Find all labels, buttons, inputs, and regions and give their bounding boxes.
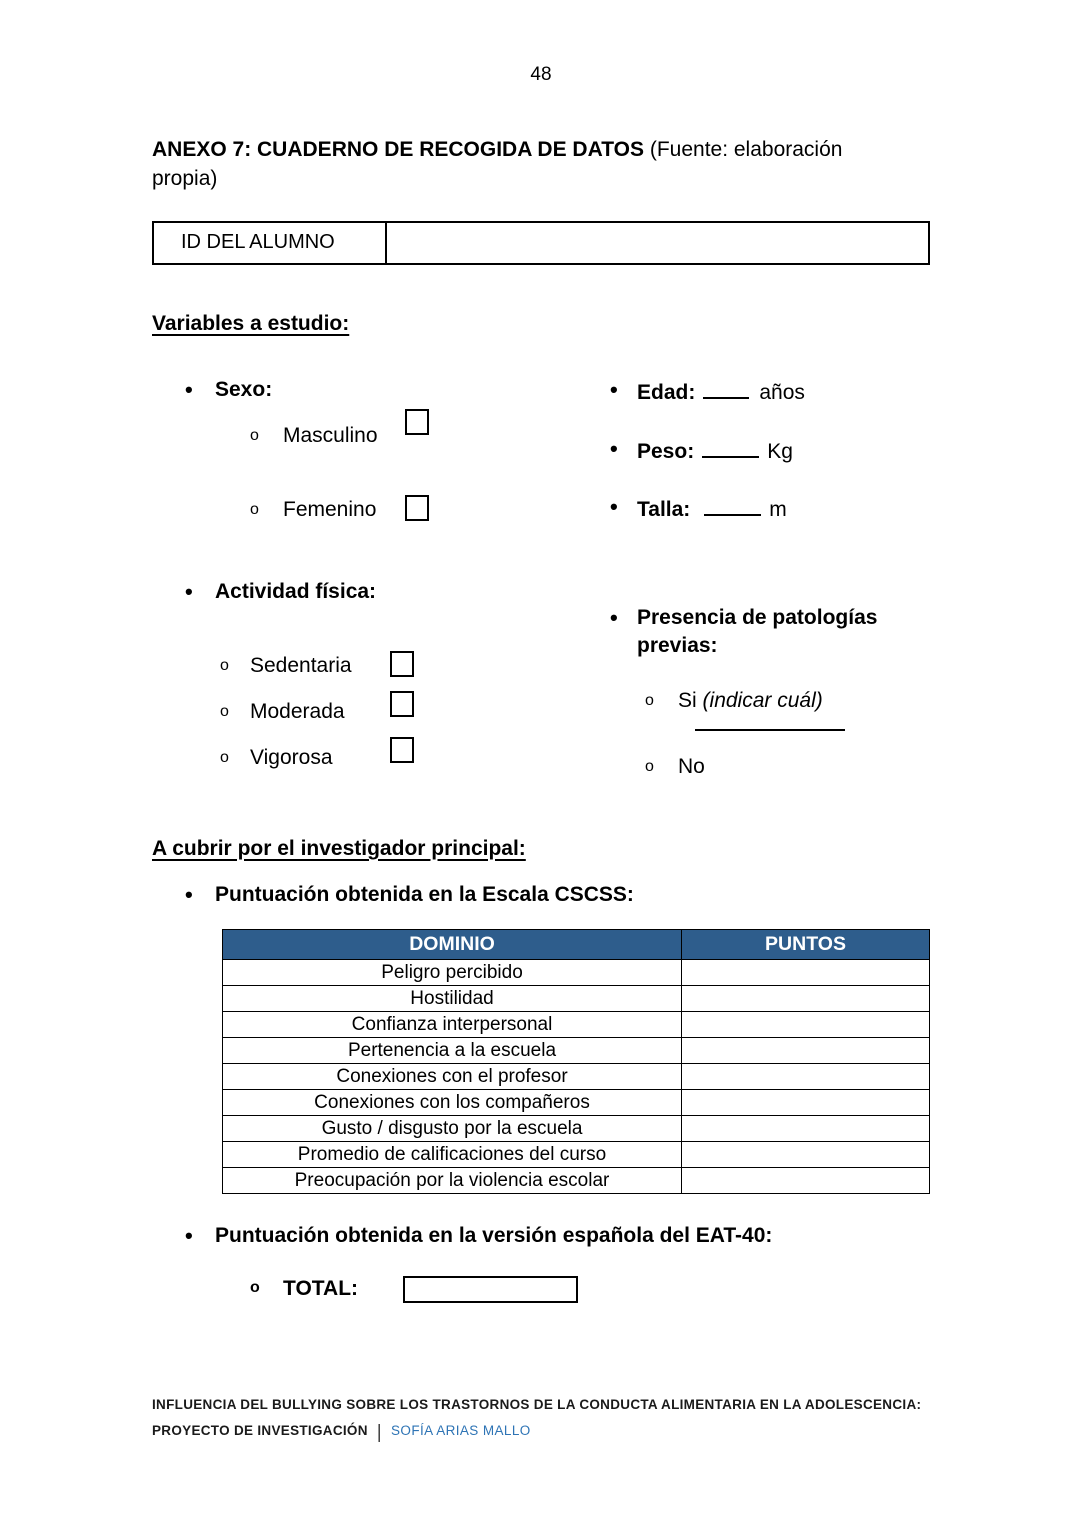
- footer-separator: |: [376, 1422, 383, 1443]
- domain-cell: Conexiones con el profesor: [223, 1063, 682, 1089]
- sedentaria-checkbox[interactable]: [390, 651, 414, 677]
- domain-cell: Hostilidad: [223, 985, 682, 1011]
- investigator-heading: A cubrir por el investigador principal:: [152, 836, 526, 860]
- moderada-label: Moderada: [250, 700, 345, 724]
- student-id-table: [152, 221, 930, 265]
- puntos-input-cell[interactable]: [682, 1037, 930, 1063]
- masculino-label: Masculino: [283, 424, 378, 448]
- domain-cell: Gusto / disgusto por la escuela: [223, 1115, 682, 1141]
- moderada-checkbox[interactable]: [390, 691, 414, 717]
- annex-title-bold: ANEXO 7: CUADERNO DE RECOGIDA DE DATOS: [152, 138, 644, 161]
- domain-cell: Confianza interpersonal: [223, 1011, 682, 1037]
- puntos-input-cell[interactable]: [682, 1089, 930, 1115]
- puntos-input-cell[interactable]: [682, 1011, 930, 1037]
- cscss-table-header-row: [223, 929, 930, 959]
- page-content: [152, 0, 930, 1303]
- vigorosa-label: Vigorosa: [250, 746, 333, 770]
- puntos-input-cell[interactable]: [682, 1063, 930, 1089]
- patologias-option-si: [610, 689, 930, 713]
- student-id-input-cell[interactable]: [387, 223, 928, 263]
- talla-suffix: m: [769, 497, 787, 521]
- puntos-input-cell[interactable]: [682, 1167, 930, 1193]
- sexo-option-masculino: [152, 424, 610, 450]
- femenino-checkbox[interactable]: [405, 495, 429, 521]
- edad-suffix: años: [759, 380, 805, 404]
- domain-cell: Pertenencia a la escuela: [223, 1037, 682, 1063]
- footer-project-line: [152, 1422, 952, 1444]
- peso-label: Peso:: [637, 439, 695, 463]
- page-number: 48: [530, 64, 552, 85]
- patologias-label: Presencia de patologías previas:: [637, 605, 878, 658]
- total-input-box[interactable]: [403, 1276, 578, 1303]
- talla-blank-field[interactable]: [704, 495, 761, 516]
- puntos-column-header: PUNTOS: [682, 929, 930, 959]
- variables-left-column: [152, 378, 610, 772]
- talla-row: [610, 495, 930, 522]
- peso-blank-field[interactable]: [702, 437, 759, 458]
- actividad-label: • Actividad física:: [152, 580, 610, 604]
- edad-row: [610, 378, 930, 405]
- puntos-input-cell[interactable]: [682, 985, 930, 1011]
- si-note: (indicar cuál): [702, 688, 823, 712]
- document-footer: [152, 1397, 952, 1444]
- footer-title-line: INFLUENCIA DEL BULLYING SOBRE LOS TRASTORNOS DE LA CONDUCTA ALIMENTARIA EN LA ADOLESCENCIA:: [152, 1397, 922, 1412]
- cscss-table: [222, 929, 930, 1194]
- total-label: TOTAL:: [283, 1276, 359, 1300]
- domain-cell: Preocupación por la violencia escolar: [223, 1167, 682, 1193]
- annex-title-line2: propia): [152, 166, 218, 190]
- actividad-option-moderada: [152, 700, 610, 726]
- femenino-label: Femenino: [283, 498, 377, 522]
- table-row: [223, 985, 930, 1011]
- si-detail-blank-field[interactable]: [695, 729, 845, 731]
- sexo-option-femenino: [152, 498, 610, 524]
- annex-title: [152, 136, 930, 194]
- variables-heading: Variables a estudio:: [152, 311, 350, 335]
- si-label: Si: [678, 688, 697, 712]
- edad-label: Edad:: [637, 380, 696, 404]
- peso-suffix: Kg: [767, 439, 793, 463]
- annex-title-source: (Fuente: elaboración: [644, 138, 843, 161]
- sedentaria-label: Sedentaria: [250, 654, 352, 678]
- table-row: [223, 1115, 930, 1141]
- domain-cell: Conexiones con los compañeros: [223, 1089, 682, 1115]
- footer-author: SOFÍA ARIAS MALLO: [391, 1423, 531, 1438]
- actividad-option-vigorosa: [152, 746, 610, 772]
- domain-cell: Peligro percibido: [223, 959, 682, 985]
- eat40-score-label: • Puntuación obtenida en la versión española del EAT-40:: [152, 1224, 930, 1248]
- puntos-input-cell[interactable]: [682, 1115, 930, 1141]
- cscss-score-label: • Puntuación obtenida en la Escala CSCSS:: [152, 883, 930, 907]
- variables-right-column: [610, 378, 930, 779]
- domain-cell: Promedio de calificaciones del curso: [223, 1141, 682, 1167]
- table-row: [223, 1167, 930, 1193]
- table-row: [223, 1141, 930, 1167]
- edad-blank-field[interactable]: [703, 378, 749, 399]
- no-label: No: [678, 754, 705, 778]
- vigorosa-checkbox[interactable]: [390, 737, 414, 763]
- actividad-option-sedentaria: [152, 654, 610, 680]
- student-id-label: ID DEL ALUMNO: [154, 223, 387, 263]
- talla-label: Talla:: [637, 497, 691, 521]
- puntos-input-cell[interactable]: [682, 1141, 930, 1167]
- domain-column-header: DOMINIO: [223, 929, 682, 959]
- variables-columns: [152, 378, 930, 779]
- sexo-label: • Sexo:: [152, 378, 610, 402]
- table-row: [223, 959, 930, 985]
- patologias-row: [610, 604, 930, 661]
- table-row: [223, 1037, 930, 1063]
- peso-row: [610, 437, 930, 464]
- patologias-option-no: [610, 755, 930, 779]
- masculino-checkbox[interactable]: [405, 409, 429, 435]
- footer-project-label: PROYECTO DE INVESTIGACIÓN: [152, 1423, 368, 1438]
- table-row: [223, 1063, 930, 1089]
- puntos-input-cell[interactable]: [682, 959, 930, 985]
- total-row: [152, 1276, 930, 1303]
- table-row: [223, 1089, 930, 1115]
- table-row: [223, 1011, 930, 1037]
